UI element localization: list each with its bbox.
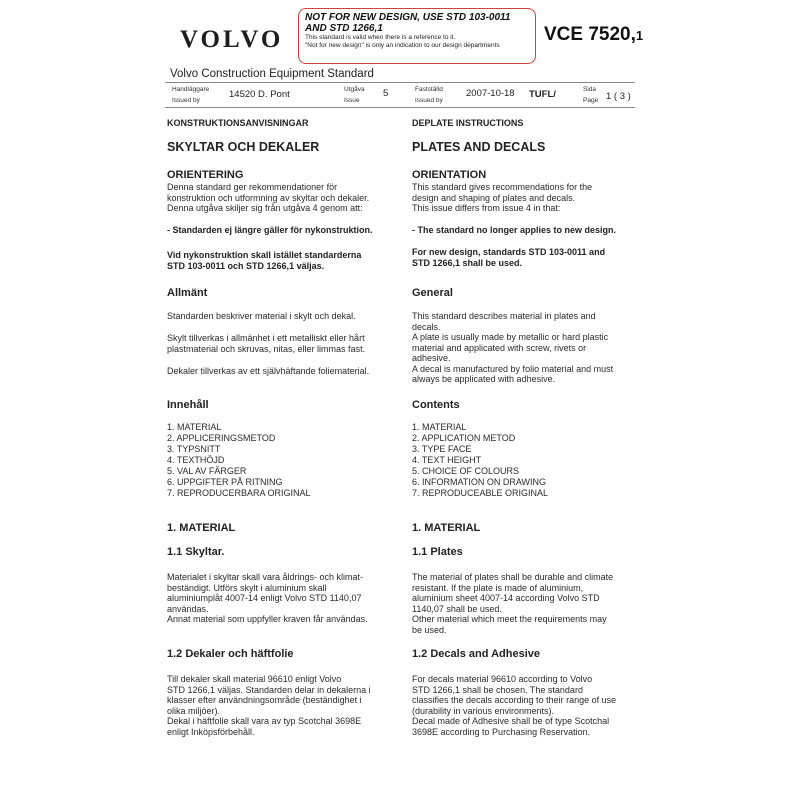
sv-contents-list	[167, 422, 311, 499]
sv-general-heading: Allmänt	[167, 287, 208, 299]
list-item: 3. TYPE FACE	[412, 444, 472, 454]
issued-by-value: 14520 D. Pont	[229, 89, 290, 100]
issued-by-label: Issued by	[172, 97, 200, 104]
sv-contents-heading: Innehåll	[167, 399, 209, 411]
list-item: 1. MATERIAL	[412, 422, 467, 432]
en-contents-list	[412, 422, 548, 499]
sv-plates-heading: 1.1 Skyltar.	[167, 546, 225, 558]
list-item: 5. CHOICE OF COLOURS	[412, 466, 520, 476]
department-code: TUFL/	[529, 89, 556, 100]
warning-title: NOT FOR NEW DESIGN, USE STD 103-0011 AND STD 1266,1	[305, 12, 511, 34]
handlaggare-label: Handläggare	[172, 86, 210, 93]
list-item: 6. UPPGIFTER PÅ RITNING	[167, 477, 283, 487]
not-for-new-design-notice	[298, 8, 536, 64]
sv-general-p1: Standarden beskriver material i skylt och dekal.	[167, 311, 356, 321]
list-item: 5. VAL AV FÄRGER	[167, 466, 247, 476]
en-material-heading: 1. MATERIAL	[412, 522, 481, 534]
list-item: 3. TYPSNITT	[167, 444, 221, 454]
list-item: 6. INFORMATION ON DRAWING	[412, 477, 546, 487]
en-general-text: This standard describes material in plates and decals. A plate is usually made by metallic or hard plastic material and applicated with screw, rivets or adhesive. A decal is manufactured by folio material and must always be applicated with adhesive.	[412, 311, 614, 384]
issued-label: Issued by	[415, 97, 443, 104]
utgava-label: Utgåva	[344, 86, 365, 93]
en-decals-text: For decals material 96610 according to Volvo STD 1266,1 shall be chosen. The standard classifies the decals according to their range of use (durability in various environments). Decal made of Adhesive shall be of type Scotchal 3698E according to Purchasing Reservation.	[412, 674, 617, 737]
list-item: 2. APPLICATION METOD	[412, 433, 516, 443]
header-rule	[165, 82, 635, 83]
sv-orient-new-design: Vid nykonstruktion skall istället standarderna STD 103-0011 och STD 1266,1 väljas.	[167, 250, 362, 271]
list-item: 4. TEXTHÖJD	[167, 455, 225, 465]
sv-caption: KONSTRUKTIONSANVISNINGAR	[167, 118, 309, 128]
sv-general-p2: Skylt tillverkas i allmänhet i ett metalliskt eller hårt plastmaterial och skruvas, nitas, eller limmas fast.	[167, 333, 366, 354]
warning-line-1: This standard is valid when there is a reference to it.	[305, 34, 456, 41]
en-contents-heading: Contents	[412, 399, 460, 411]
en-orient-heading: ORIENTATION	[412, 169, 487, 181]
meta-rule	[165, 107, 635, 108]
en-caption: DEPLATE INSTRUCTIONS	[412, 118, 524, 128]
sv-orient-note: - Standarden ej längre gäller för nykonstruktion.	[167, 225, 373, 235]
doc-version: 1	[635, 28, 644, 43]
en-general-heading: General	[412, 287, 453, 299]
list-item: 7. REPRODUCEABLE ORIGINAL	[412, 488, 549, 498]
sv-decals-heading: 1.2 Dekaler och häftfolie	[167, 648, 294, 660]
sv-general-p3: Dekaler tillverkas av ett självhäftande foliematerial.	[167, 366, 370, 376]
document-number	[544, 24, 643, 46]
sv-plates-text: Materialet i skyltar skall vara åldrings- och klimat- beständigt. Utförs skylt i aluminium skall aluminiumplåt 4007-14 enligt Volvo STD 1140,07 användas. Annat material som uppfyller kraven får användas.	[167, 572, 368, 624]
volvo-logo: VOLVO	[180, 26, 284, 53]
sv-material-heading: 1. MATERIAL	[167, 522, 236, 534]
faststalld-label: Fastställd	[415, 86, 443, 93]
page-label: Page	[583, 97, 599, 104]
en-title: PLATES AND DECALS	[412, 140, 546, 154]
issue-value: 5	[383, 88, 389, 99]
en-decals-heading: 1.2 Decals and Adhesive	[412, 648, 540, 660]
en-plates-text: The material of plates shall be durable and climate resistant. If the plate is made of aluminium, aluminium sheet 4007-14 according Volvo STD 1140,07 shall be used. Other material which meet the requirements may be used.	[412, 572, 614, 635]
en-orient-note: - The standard no longer applies to new design.	[412, 225, 617, 235]
sv-orient-heading: ORIENTERING	[167, 169, 244, 181]
en-orient-new-design: For new design, standards STD 103-0011 and STD 1266,1 shall be used.	[412, 247, 606, 268]
en-plates-heading: 1.1 Plates	[412, 546, 463, 558]
list-item: 4. TEXT HEIGHT	[412, 455, 482, 465]
sv-decals-text: Till dekaler skall material 96610 enligt Volvo STD 1266,1 väljas. Standarden delar in dekalerna i klasser efter användningsområde (beständighet i olika miljöer). Dekal i häftfolie skall vara av typ Scotchal 3698E enligt Inköpsförbehåll.	[167, 674, 371, 737]
en-orient-text: This standard gives recommendations for the design and shaping of plates and decals. This issue differs from issue 4 in that:	[412, 182, 593, 213]
sv-title: SKYLTAR OCH DEKALER	[167, 140, 320, 154]
warning-line-2: "Not for new design" is only an indication to our design departments	[305, 42, 500, 49]
list-item: 2. APPLICERINGSMETOD	[167, 433, 276, 443]
list-item: 7. REPRODUCERBARA ORIGINAL	[167, 488, 311, 498]
doc-number-main: VCE 7520,	[544, 24, 636, 45]
sida-label: Sida	[583, 86, 597, 93]
issue-label: Issue	[344, 97, 360, 104]
list-item: 1. MATERIAL	[167, 422, 222, 432]
standard-title: Volvo Construction Equipment Standard	[170, 68, 374, 80]
issue-date: 2007-10-18	[466, 88, 515, 99]
page-number: 1 ( 3 )	[606, 91, 631, 102]
sv-orient-text: Denna standard ger rekommendationer för konstruktion och utformning av skyltar och dekaler. Denna utgåva skiljer sig från utgåva 4 genom att:	[167, 182, 370, 213]
